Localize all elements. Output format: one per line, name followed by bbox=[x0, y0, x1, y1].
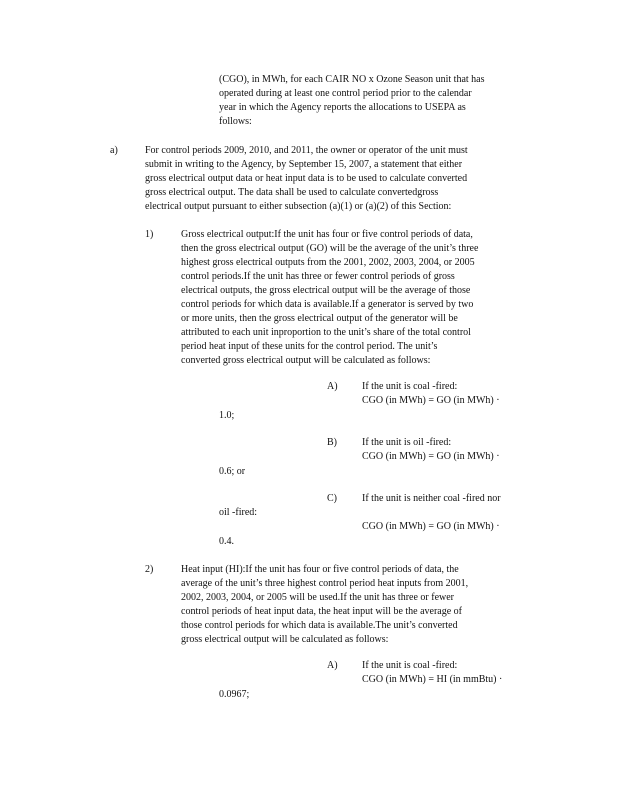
item-1-line: attributed to each unit inproportion to the unit’s share of the total control bbox=[181, 327, 471, 338]
paragraph-a-line: gross electrical output. The data shall be used to calculate convertedgross bbox=[145, 187, 439, 198]
item-1-line: or more units, then the gross electrical output of the generator will be bbox=[181, 313, 458, 324]
item-1-label: 1) bbox=[145, 229, 154, 240]
item-1-line: period heat input of these units for the control period. The unit’s bbox=[181, 341, 438, 352]
item-1-line: highest gross electrical outputs from the 2001, 2002, 2003, 2004, or 2005 bbox=[181, 257, 475, 268]
subitem-1a-formula: CGO (in MWh) = GO (in MWh) · bbox=[362, 395, 500, 406]
subitem-1c-factor: 0.4. bbox=[219, 536, 234, 547]
paragraph-a-line: submit in writing to the Agency, by September 15, 2007, a statement that either bbox=[145, 159, 463, 170]
item-2-line: 2002, 2003, 2004, or 2005 will be used.If the unit has three or fewer bbox=[181, 592, 454, 603]
subitem-2a-label: A) bbox=[327, 660, 338, 671]
item-2-line: Heat input (HI):If the unit has four or five control periods of data, the bbox=[181, 564, 459, 575]
subitem-2a-condition: If the unit is coal -fired: bbox=[362, 660, 458, 671]
item-1-line: converted gross electrical output will be calculated as follows: bbox=[181, 355, 431, 366]
subitem-1b-formula: CGO (in MWh) = GO (in MWh) · bbox=[362, 451, 500, 462]
subitem-1a-condition: If the unit is coal -fired: bbox=[362, 381, 458, 392]
subitem-1c-label: C) bbox=[327, 493, 337, 504]
subitem-1b-condition: If the unit is oil -fired: bbox=[362, 437, 452, 448]
item-2-line: gross electrical output will be calculated as follows: bbox=[181, 634, 389, 645]
subitem-1c-condition: If the unit is neither coal -fired nor bbox=[362, 493, 501, 504]
paragraph-a-label: a) bbox=[110, 145, 118, 156]
subitem-1c-condition-cont: oil -fired: bbox=[219, 507, 258, 518]
item-1-line: control periods.If the unit has three or fewer control periods of gross bbox=[181, 271, 455, 282]
item-2-line: control periods of heat input data, the heat input will be the average of bbox=[181, 606, 463, 617]
subitem-2a-formula: CGO (in MWh) = HI (in mmBtu) · bbox=[362, 674, 503, 685]
subitem-1a-label: A) bbox=[327, 381, 338, 392]
intro-line: operated during at least one control period prior to the calendar bbox=[219, 88, 472, 99]
subitem-1c-formula: CGO (in MWh) = GO (in MWh) · bbox=[362, 521, 500, 532]
paragraph-a-line: For control periods 2009, 2010, and 2011, the owner or operator of the unit must bbox=[145, 145, 468, 156]
subitem-1b-label: B) bbox=[327, 437, 337, 448]
item-1-line: control periods for which data is available.If a generator is served by two bbox=[181, 299, 474, 310]
item-2-line: those control periods for which data is available.The unit’s converted bbox=[181, 620, 458, 631]
item-1-line: Gross electrical output:If the unit has four or five control periods of data, bbox=[181, 229, 473, 240]
item-1-line: electrical outputs, the gross electrical output will be the average of those bbox=[181, 285, 471, 296]
intro-line: follows: bbox=[219, 116, 252, 127]
subitem-1b-factor: 0.6; or bbox=[219, 466, 246, 477]
intro-line: (CGO), in MWh, for each CAIR NO x Ozone Season unit that has bbox=[219, 74, 485, 85]
subitem-2a-factor: 0.0967; bbox=[219, 689, 250, 700]
paragraph-a-line: gross electrical output data or heat input data is to be used to calculate converted bbox=[145, 173, 468, 184]
paragraph-a-line: electrical output pursuant to either subsection (a)(1) or (a)(2) of this Section: bbox=[145, 201, 452, 212]
subitem-1a-factor: 1.0; bbox=[219, 410, 235, 421]
item-2-line: average of the unit’s three highest control period heat inputs from 2001, bbox=[181, 578, 469, 589]
item-1-line: then the gross electrical output (GO) will be the average of the unit’s three bbox=[181, 243, 479, 254]
item-2-label: 2) bbox=[145, 564, 154, 575]
intro-line: year in which the Agency reports the allocations to USEPA as bbox=[219, 102, 466, 113]
